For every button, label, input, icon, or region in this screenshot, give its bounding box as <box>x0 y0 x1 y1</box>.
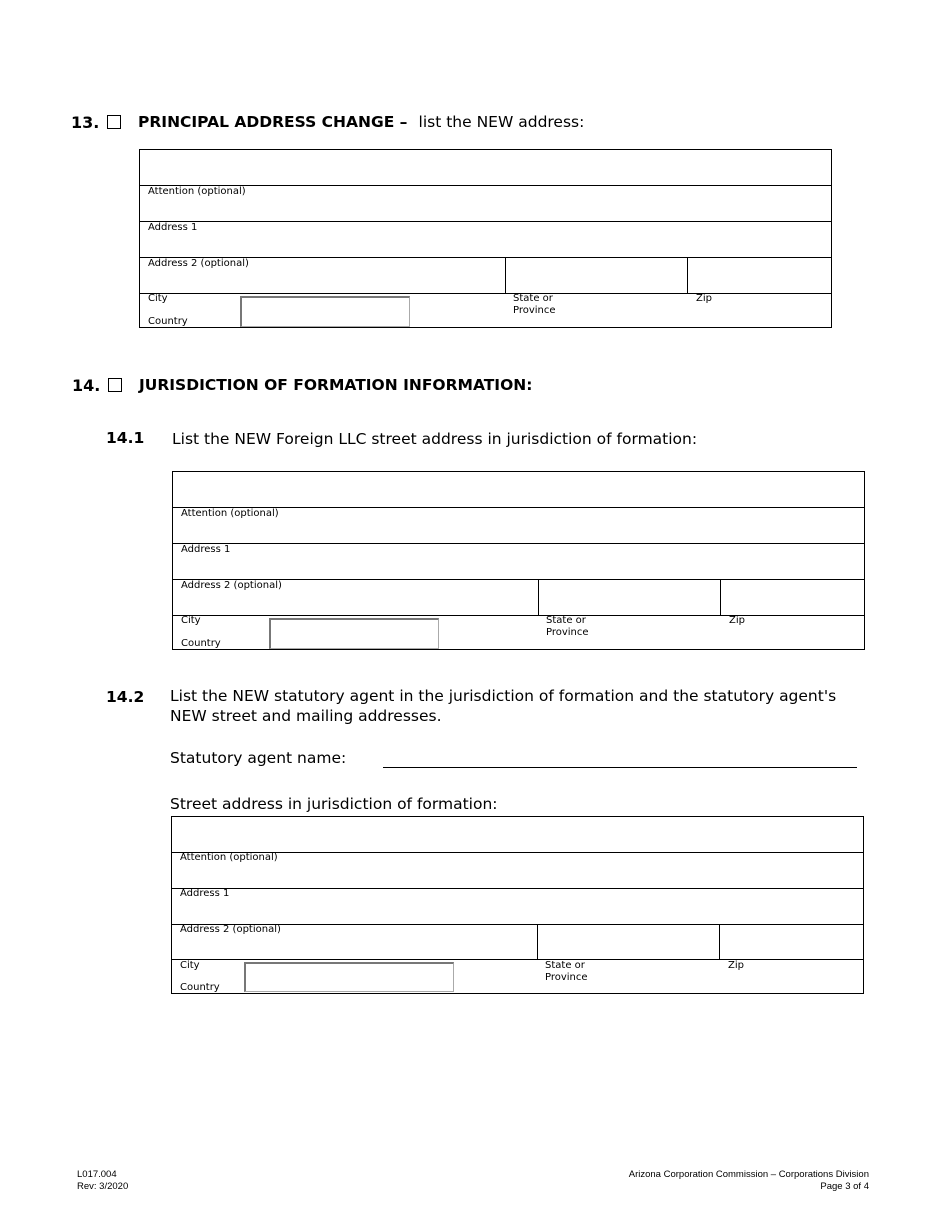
address1-input[interactable] <box>140 186 831 221</box>
attention-label: Attention (optional) <box>148 186 246 197</box>
address1-input[interactable] <box>173 508 864 543</box>
section-13-checkbox[interactable] <box>107 115 121 129</box>
zip-input[interactable] <box>720 925 863 959</box>
country-label: Country <box>181 638 221 649</box>
state-label-line1: State or <box>546 615 586 626</box>
country-input[interactable] <box>244 962 454 992</box>
state-label-line1: State or <box>545 960 585 971</box>
address-form-14-2 <box>171 816 864 994</box>
section-14-number: 14. <box>72 376 101 395</box>
footer-revision: Rev: 3/2020 <box>77 1181 129 1192</box>
city-label: City <box>148 293 168 304</box>
address2-input[interactable] <box>173 544 864 579</box>
city-label: City <box>180 960 200 971</box>
footer-form-code: L017.004 <box>77 1169 117 1180</box>
address-form-14-1 <box>172 471 865 650</box>
section-14-checkbox[interactable] <box>108 378 122 392</box>
section-13-instruction: list the NEW address: <box>418 113 585 131</box>
state-label-line2: Province <box>545 972 588 983</box>
state-label-line2: Province <box>546 627 589 638</box>
address-form-13 <box>139 149 832 328</box>
country-label: Country <box>148 316 188 327</box>
subsection-14-2-number: 14.2 <box>106 688 145 706</box>
country-input[interactable] <box>269 618 439 649</box>
city-input[interactable] <box>140 258 505 293</box>
zip-input[interactable] <box>688 258 831 293</box>
subsection-14-2-text-line2: NEW street and mailing addresses. <box>170 707 442 725</box>
country-label: Country <box>180 982 220 993</box>
attention-label: Attention (optional) <box>180 852 278 863</box>
footer-page-number: Page 3 of 4 <box>820 1181 869 1192</box>
country-input[interactable] <box>240 296 410 327</box>
zip-label: Zip <box>728 960 744 971</box>
statutory-agent-name-input[interactable] <box>383 748 857 768</box>
address2-label: Address 2 (optional) <box>181 580 282 591</box>
state-label-line1: State or <box>513 293 553 304</box>
address1-label: Address 1 <box>148 222 198 233</box>
address2-input[interactable] <box>140 222 831 257</box>
section-13-title: PRINCIPAL ADDRESS CHANGE – <box>138 113 408 131</box>
street-address-label: Street address in jurisdiction of formation: <box>170 795 498 813</box>
footer-agency: Arizona Corporation Commission – Corporations Division <box>628 1169 869 1180</box>
zip-label: Zip <box>696 293 712 304</box>
state-label-line2: Province <box>513 305 556 316</box>
state-input[interactable] <box>538 925 719 959</box>
attention-input[interactable] <box>173 472 864 507</box>
address1-label: Address 1 <box>180 888 230 899</box>
address2-label: Address 2 (optional) <box>148 258 249 269</box>
address1-label: Address 1 <box>181 544 231 555</box>
attention-input[interactable] <box>140 150 831 185</box>
address2-label: Address 2 (optional) <box>180 924 281 935</box>
address2-input[interactable] <box>172 889 863 924</box>
section-14-title: JURISDICTION OF FORMATION INFORMATION: <box>139 376 533 394</box>
zip-input[interactable] <box>721 580 864 615</box>
zip-label: Zip <box>729 615 745 626</box>
attention-label: Attention (optional) <box>181 508 279 519</box>
section-13-heading <box>138 112 584 131</box>
subsection-14-1-text: List the NEW Foreign LLC street address in jurisdiction of formation: <box>172 430 698 448</box>
state-input[interactable] <box>506 258 687 293</box>
city-input[interactable] <box>173 580 538 615</box>
subsection-14-1-number: 14.1 <box>106 429 145 447</box>
state-input[interactable] <box>539 580 720 615</box>
city-label: City <box>181 615 201 626</box>
section-13-number: 13. <box>71 113 100 132</box>
statutory-agent-label: Statutory agent name: <box>170 749 347 767</box>
attention-input[interactable] <box>172 817 863 852</box>
address1-input[interactable] <box>172 853 863 888</box>
city-input[interactable] <box>172 925 537 959</box>
subsection-14-2-text-line1: List the NEW statutory agent in the jurisdiction of formation and the statutory agent's <box>170 687 837 705</box>
